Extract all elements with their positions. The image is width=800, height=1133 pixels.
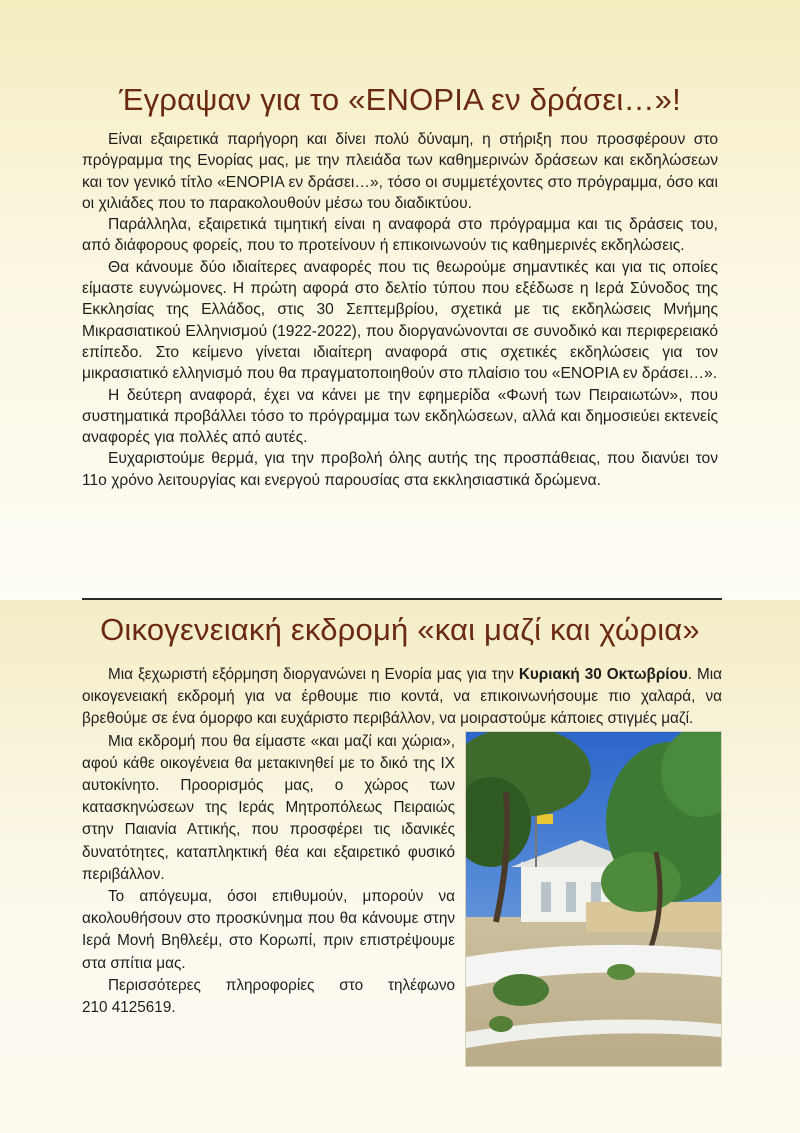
- article1-paragraph: Παράλληλα, εξαιρετικά τιμητική είναι η αναφορά στο πρόγραμμα και τις δράσεις του, από διάφορους φορείς, που το προτείνουν ή επικοινωνούν τις καθημερινές εκδηλώσεις.: [82, 216, 718, 255]
- article1-title: Έγραψαν για το «ΕΝΟΡΙΑ εν δράσει…»!: [119, 82, 681, 117]
- article1-paragraph: Θα κάνουμε δύο ιδιαίτερες αναφορές που τις θεωρούμε σημαντικές και για τις οποίες είμαστε ευγνώμονες. Η πρώτη αφορά στο δελτίο τύπου που εξέδωσε η Ιερά Σύνοδος της Εκκλησίας της Ελλάδος, στις 30 Σεπτεμβρίου, σχετικά με τις εκδηλώσεις Μνήμης Μικρασιατικού Ελληνισμού (1922-2022), που διοργανώνονται σε συνοδικό και περιφερειακό επίπεδο. Στο κείμενο γίνεται ιδιαίτερη αναφορά στις σχετικές εκδηλώσεις για τον μικρασιατικό ελληνισμό που θα πραγματοποιηθούν στο πλαίσιο του «ΕΝΟΡΙΑ εν δράσει…».: [82, 258, 718, 383]
- article1-paragraph: Είναι εξαιρετικά παρήγορη και δίνει πολύ δύναμη, η στήριξη που προσφέρουν στο πρόγραμμα της Ενορίας μας, με την πλειάδα των καθημερινών δράσεων και εκδηλώσεων και τον γενικό τίτλο «ΕΝΟΡΙΑ εν δράσει…», τόσο οι συμμετέχοντες στο πρόγραμμα, όσο και οι χιλιάδες που το παρακολουθούν μέσω του διαδικτύου.: [82, 131, 718, 212]
- article2-body: [82, 664, 722, 1067]
- article2-paragraph: Το απόγευμα, όσοι επιθυμούν, μπορούν να ακολουθήσουν στο προσκύνημα που θα κάνουμε στην Ιερά Μονή Βηθλεέμ, στο Κορωπί, πριν επιστρέψουμε στα σπίτια μας.: [82, 888, 455, 972]
- article2-title: Οικογενειακή εκδρομή «και μαζί και χώρια»: [100, 612, 700, 647]
- article1-body: [82, 129, 718, 491]
- contact-phone: 210 4125619.: [82, 999, 176, 1017]
- camp-photo: [465, 731, 722, 1067]
- article2-paragraph: Μια εκδρομή που θα είμαστε «και μαζί και χώρια», αφού κάθε οικογένεια θα μετακινηθεί με το δικό της ΙΧ αυτοκίνητο. Προορισμός μας, ο χώρος των κατασκηνώσεων της Ιεράς Μητροπόλεως Πειραιώς στην Παιανία Αττικής, που προσφέρει τις ιδανικές δυνατότητες, καταπληκτική θέα και εξαιρετικό φυσικό περιβάλλον.: [82, 732, 455, 883]
- article2-intro: [82, 664, 722, 731]
- intro-text-end: . Μια οικογενειακή εκδρομή για να έρθουμε πιο κοντά, να επικοινωνήσουμε πιο χαλαρά, να βρεθούμε σε ένα όμορφο και ευχάριστο περιβάλλον, να μοιραστούμε κάποιες στιγμές μαζί.: [82, 666, 723, 728]
- event-date: Κυριακή 30 Οκτωβρίου: [518, 666, 688, 683]
- intro-text-start: Μια ξεχωριστή εξόρμηση διοργανώνει η Ενορία μας για την: [108, 666, 519, 683]
- article1-paragraph: Η δεύτερη αναφορά, έχει να κάνει με την εφημερίδα «Φωνή των Πειραιωτών», που συστηματικά προβάλλει τόσο το πρόγραμμα των εκδηλώσεων, αλλά και δημοσιεύει εκτενείς αναφορές για πολλές από αυτές.: [82, 386, 718, 447]
- article1-paragraph: Ευχαριστούμε θερμά, για την προβολή όλης αυτής της προσπάθειας, που διανύει τον 11ο χρόνο λειτουργίας και ενεργού παρουσίας στα εκκλησιαστικά δρώμενα.: [82, 450, 718, 489]
- contact-text: Περισσότερες πληροφορίες στο τηλέφωνο: [108, 976, 455, 994]
- section-divider: [82, 598, 722, 600]
